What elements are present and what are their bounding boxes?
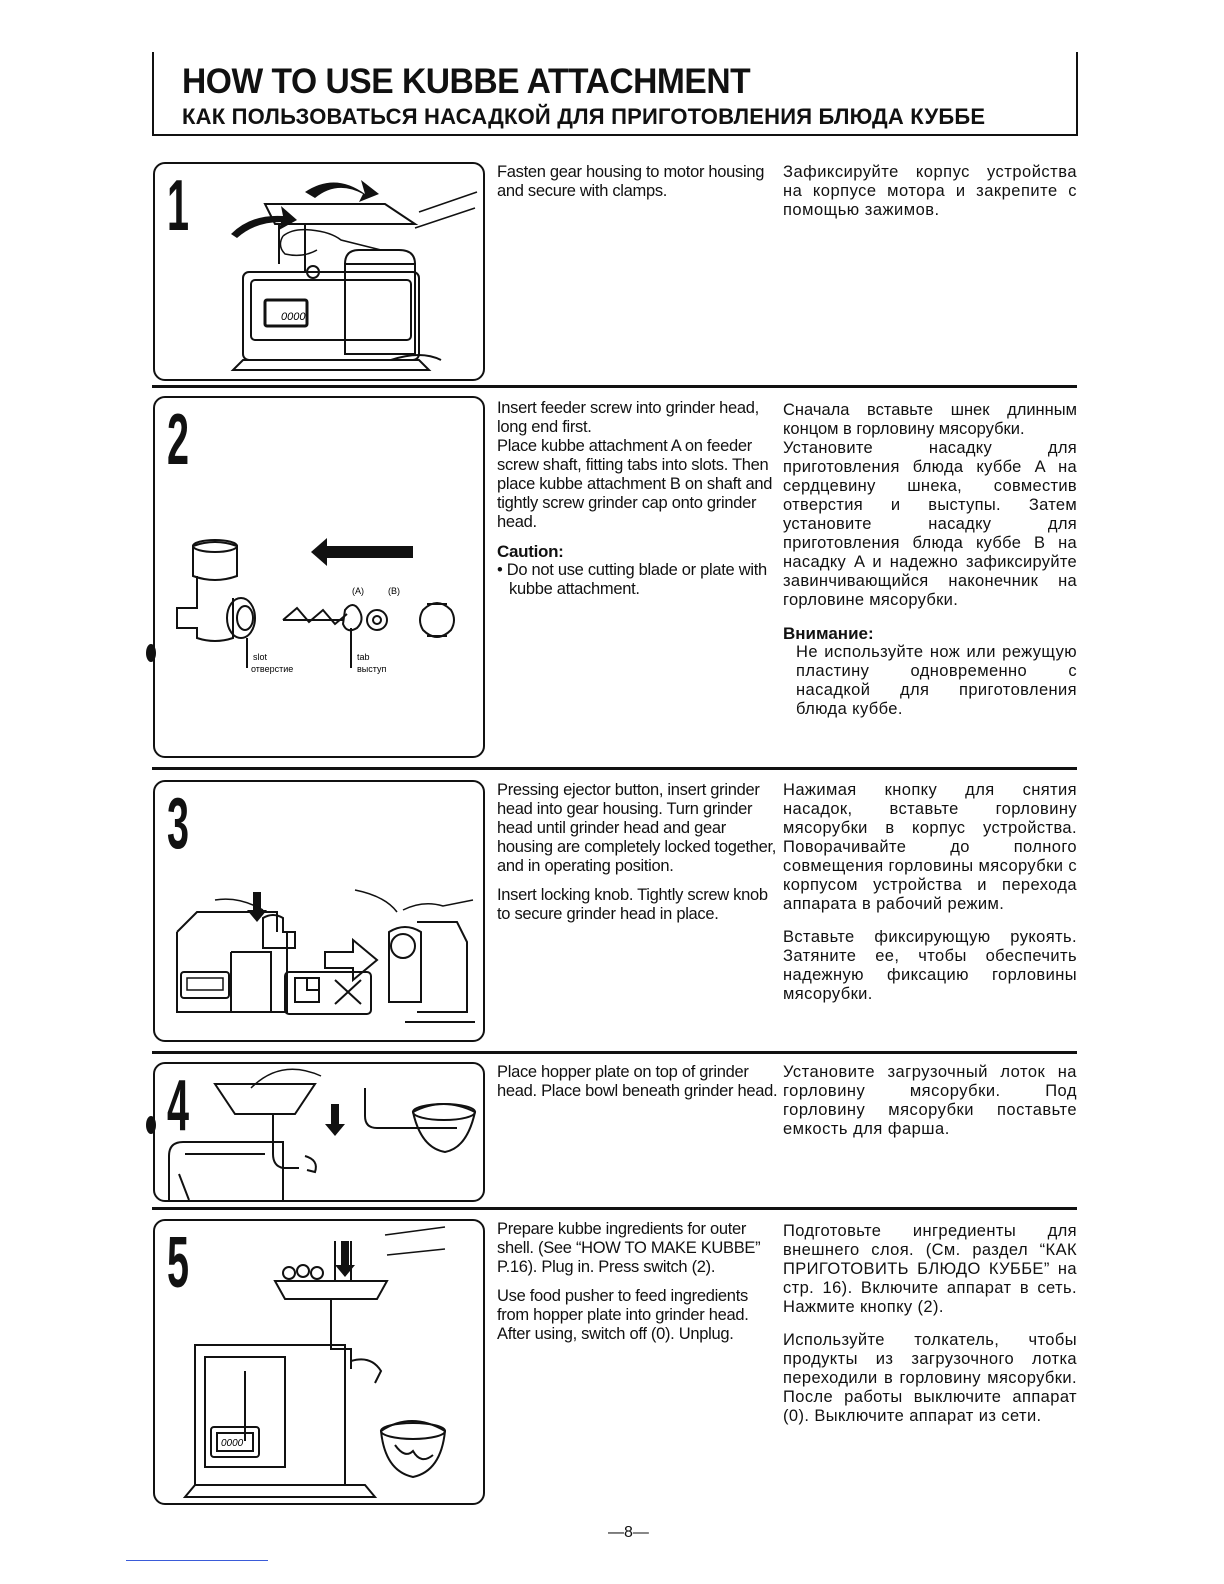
paragraph: Вставьте фиксирующую рукоять. Затяните ее, чтобы обеспечить надежную фиксацию горловины мясорубки. — [783, 928, 1077, 1003]
step-4-text-ru — [783, 1063, 1077, 1147]
paragraph: Use food pusher to feed ingredients from hopper plate into grinder head. After using, switch off (0). Unplug. — [497, 1287, 749, 1343]
step-2-text-ru — [783, 401, 1077, 719]
paragraph: Prepare kubbe ingredients for outer shell. (See “HOW TO MAKE KUBBE” P.16). Plug in. Press switch (2). — [497, 1220, 761, 1276]
feeding-ingredients-illustration — [155, 1221, 483, 1503]
step-5-text-en — [497, 1220, 779, 1352]
paragraph: Используйте толкатель, чтобы продукты из загрузочного лотка переходили в горловину мясорубки. После работы выключите аппарат (0). Выключите аппарат из сети. — [783, 1331, 1077, 1425]
binding-hole-mark — [146, 1116, 156, 1134]
paragraph: Установите насадку для приготовления блюда куббе A на сердцевину шнека, совместив отверстия и выступы. Затем установите насадку для приготовления блюда куббе B на насадку A и надежно зафиксируйте завинчивающийся наконечник на горловине мясорубки. — [783, 439, 1077, 609]
label-tab: tab — [357, 652, 370, 662]
gear-housing-illustration — [155, 164, 483, 379]
paragraph: Нажимая кнопку для снятия насадок, вставьте горловину мясорубки в корпус устройства. Поворачивайте до полного совмещения горловины мясорубки с корпусом устройства и перехода аппарата в рабочий режим. — [783, 781, 1077, 913]
divider — [152, 767, 1077, 770]
page-title: HOW TO USE KUBBE ATTACHMENT — [182, 62, 751, 101]
step-number: 3 — [167, 784, 190, 864]
grinder-head-insertion-illustration — [155, 782, 483, 1040]
divider — [152, 1207, 1077, 1210]
step-1-text-ru — [783, 163, 1077, 228]
step-4-text-en — [497, 1063, 779, 1109]
step-number: 5 — [167, 1223, 190, 1303]
step-4-illustration — [153, 1062, 485, 1202]
paragraph: Fasten gear housing to motor housing and secure with clamps. — [497, 163, 765, 200]
divider — [152, 1051, 1077, 1054]
step-1-text-en — [497, 163, 779, 209]
paragraph: Insert feeder screw into grinder head, long end first. — [497, 399, 759, 436]
paragraph: Insert locking knob. Tightly screw knob to secure grinder head in place. — [497, 886, 768, 923]
feeder-screw-assembly-illustration — [155, 398, 483, 756]
paragraph: Зафиксируйте корпус устройства на корпусе мотора и закрепите с помощью зажимов. — [783, 163, 1077, 219]
step-number: 4 — [167, 1066, 190, 1146]
page-title-russian: КАК ПОЛЬЗОВАТЬСЯ НАСАДКОЙ ДЛЯ ПРИГОТОВЛЕНИЯ БЛЮДА КУББЕ — [182, 104, 986, 129]
step-5-illustration — [153, 1219, 485, 1505]
label-a: (A) — [352, 586, 364, 596]
step-3-text-en — [497, 781, 779, 932]
page-number: —8— — [608, 1524, 649, 1541]
display-readout: 0000 — [221, 1438, 244, 1449]
paragraph: Place kubbe attachment A on feeder screw shaft, fitting tabs into slots. Then place kubbe attachment B on shaft and tightly screw grinder cap onto grinder head. — [497, 437, 773, 531]
label-slot: slot — [253, 652, 268, 662]
paragraph: Place hopper plate on top of grinder head. Place bowl beneath grinder head. — [497, 1063, 778, 1100]
scan-edge-line — [126, 1560, 268, 1561]
step-3-illustration — [153, 780, 485, 1042]
paragraph: Сначала вставьте шнек длинным концом в горловину мясорубки. — [783, 401, 1077, 438]
step-3-text-ru — [783, 781, 1077, 1012]
step-number: 1 — [167, 166, 190, 246]
page-header — [152, 52, 1078, 136]
label-slot-ru: отверстие — [251, 664, 294, 674]
step-2-illustration — [153, 396, 485, 758]
step-number: 2 — [167, 400, 190, 480]
label-b: (B) — [388, 586, 400, 596]
step-1-illustration — [153, 162, 485, 381]
step-2-text-en — [497, 399, 779, 599]
label-tab-ru: выступ — [357, 664, 387, 674]
paragraph: Подготовьте ингредиенты для внешнего слоя. (См. раздел “КАК ПРИГОТОВИТЬ БЛЮДО КУББЕ” на стр. 16). Включите аппарат в сеть. Нажмите кнопку (2). — [783, 1222, 1077, 1316]
caution-text-ru: Не используйте нож или режущую пластину одновременно с насадкой для приготовления блюда куббе. — [796, 643, 1077, 718]
caution-heading-ru: Внимание: — [783, 624, 874, 643]
step-5-text-ru — [783, 1222, 1077, 1434]
caution-text: • Do not use cutting blade or plate with kubbe attachment. — [497, 561, 767, 598]
binding-hole-mark — [146, 644, 156, 662]
divider — [152, 385, 1077, 388]
hopper-and-bowl-illustration — [155, 1064, 483, 1200]
display-readout: 0000 — [281, 311, 306, 323]
paragraph: Pressing ejector button, insert grinder head into gear housing. Turn grinder head until grinder head and gear housing are completely locked together, and in operating position. — [497, 781, 777, 875]
paragraph: Установите загрузочный лоток на горловину мясорубки. Под горловину мясорубки поставьте емкость для фарша. — [783, 1063, 1077, 1138]
caution-heading: Caution: — [497, 542, 564, 561]
